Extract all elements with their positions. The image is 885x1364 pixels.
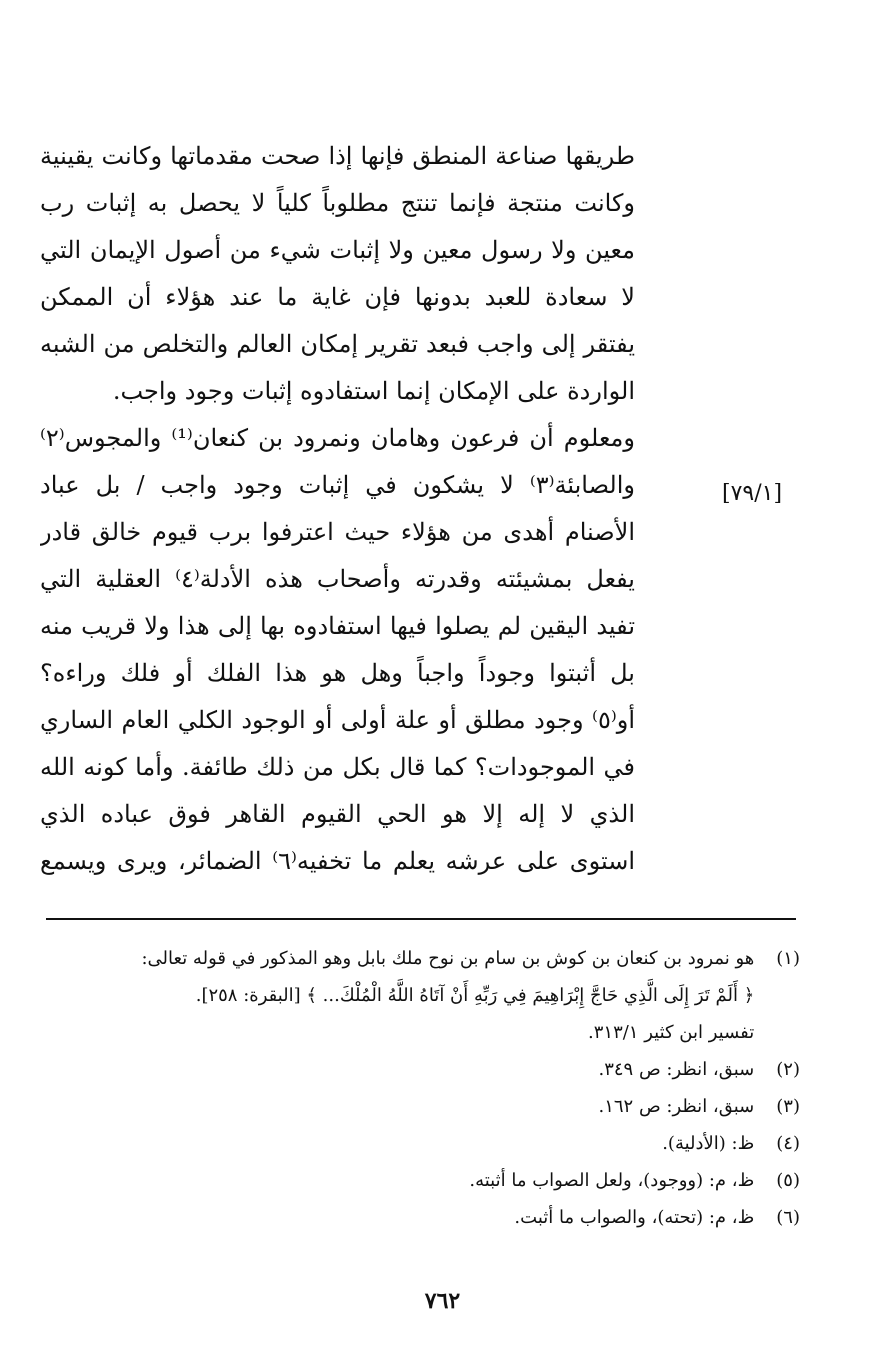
footnote bbox=[40, 940, 800, 977]
footnote-text: سبق، انظر: ص ١٦٢. bbox=[598, 1096, 755, 1117]
text-line: تفيد اليقين لم يصلوا فيها استفادوه بها إلى هذا ولا قريب منه bbox=[40, 612, 635, 640]
text-line: في الموجودات؟ كما قال بكل من ذلك طائفة. وأما كونه الله bbox=[40, 753, 635, 781]
text-line: أو⁽٥⁾ وجود مطلق أو علة أولى أو الوجود الكلي العام الساري bbox=[40, 706, 635, 734]
text-line: والصابئة⁽٣⁾ لا يشكون في إثبات وجود واجب / بل عباد bbox=[40, 471, 635, 499]
footnote-number: (٢) bbox=[776, 1059, 800, 1080]
footnote bbox=[40, 1125, 800, 1162]
text-line: الواردة على الإمكان إنما استفادوه إثبات وجود واجب. bbox=[112, 377, 635, 405]
footnote bbox=[40, 1088, 800, 1125]
footnote-number: (١) bbox=[776, 948, 800, 969]
footnote-number: (٥) bbox=[776, 1170, 800, 1191]
text-line: معين ولا رسول معين ولا إثبات شيء من أصول الإيمان التي bbox=[40, 236, 635, 264]
footnote bbox=[40, 1199, 800, 1236]
footnote-text: هو نمرود بن كنعان بن كوش بن سام بن نوح ملك بابل وهو المذكور في قوله تعالى: bbox=[141, 948, 755, 969]
footnote-number: (٤) bbox=[776, 1133, 800, 1154]
main-text-block bbox=[40, 133, 635, 885]
text-line: لا سعادة للعبد بدونها فإن غاية ما عند هؤلاء أن الممكن bbox=[40, 283, 635, 311]
text-line: الأصنام أهدى من هؤلاء حيث اعترفوا برب قيوم خالق قادر bbox=[40, 518, 635, 546]
footnote-text: ظ: (الأدلية). bbox=[662, 1133, 755, 1154]
footnote bbox=[40, 1162, 800, 1199]
footnote-continuation bbox=[40, 1014, 800, 1051]
text-line: يفتقر إلى واجب فبعد تقرير إمكان العالم والتخلص من الشبه bbox=[40, 330, 635, 358]
text-line: ومعلوم أن فرعون وهامان ونمرود بن كنعان⁽¹⁾ والمجوس⁽٢⁾ bbox=[40, 424, 635, 452]
footnote-continuation bbox=[40, 977, 800, 1014]
page-number: ٧٦٢ bbox=[424, 1288, 461, 1314]
text-line: طريقها صناعة المنطق فإنها إذا صحت مقدماتها وكانت يقينية bbox=[40, 142, 635, 170]
text-line: الذي لا إله إلا هو الحي القيوم القاهر فوق عباده الذي bbox=[40, 800, 635, 828]
footnote-text: تفسير ابن كثير ٣١٣/١. bbox=[588, 1022, 755, 1043]
footnote-number: (٣) bbox=[776, 1096, 800, 1117]
text-line: وكانت منتجة فإنما تنتج مطلوباً كلياً لا يحصل به إثبات رب bbox=[40, 189, 635, 217]
footnotes bbox=[40, 940, 800, 1236]
footnote-text: ﴿ أَلَمْ تَرَ إِلَى الَّذِي حَاجَّ إِبْرَاهِيمَ فِي رَبِّهِ أَنْ آتَاهُ اللَّهُ الْمُلْكَ... ﴾ [البقرة: ٢٥٨]. bbox=[195, 985, 755, 1006]
footnote-text: ظ، م: (تحته)، والصواب ما أثبت. bbox=[514, 1207, 755, 1228]
footnote bbox=[40, 1051, 800, 1088]
text-line: بل أثبتوا وجوداً واجباً وهل هو هذا الفلك أو فلك وراءه؟ bbox=[40, 659, 635, 687]
footnote-text: ظ، م: (ووجود)، ولعل الصواب ما أثبته. bbox=[469, 1170, 755, 1191]
footnote-number: (٦) bbox=[776, 1207, 800, 1228]
footnote-divider bbox=[46, 918, 796, 920]
text-line: استوى على عرشه يعلم ما تخفيه⁽٦⁾ الضمائر، ويرى ويسمع bbox=[40, 847, 635, 875]
margin-reference: [٧٩/١] bbox=[722, 481, 783, 506]
footnote-text: سبق، انظر: ص ٣٤٩. bbox=[598, 1059, 755, 1080]
text-line: يفعل بمشيئته وقدرته وأصحاب هذه الأدلة⁽٤⁾ العقلية التي bbox=[40, 565, 635, 593]
